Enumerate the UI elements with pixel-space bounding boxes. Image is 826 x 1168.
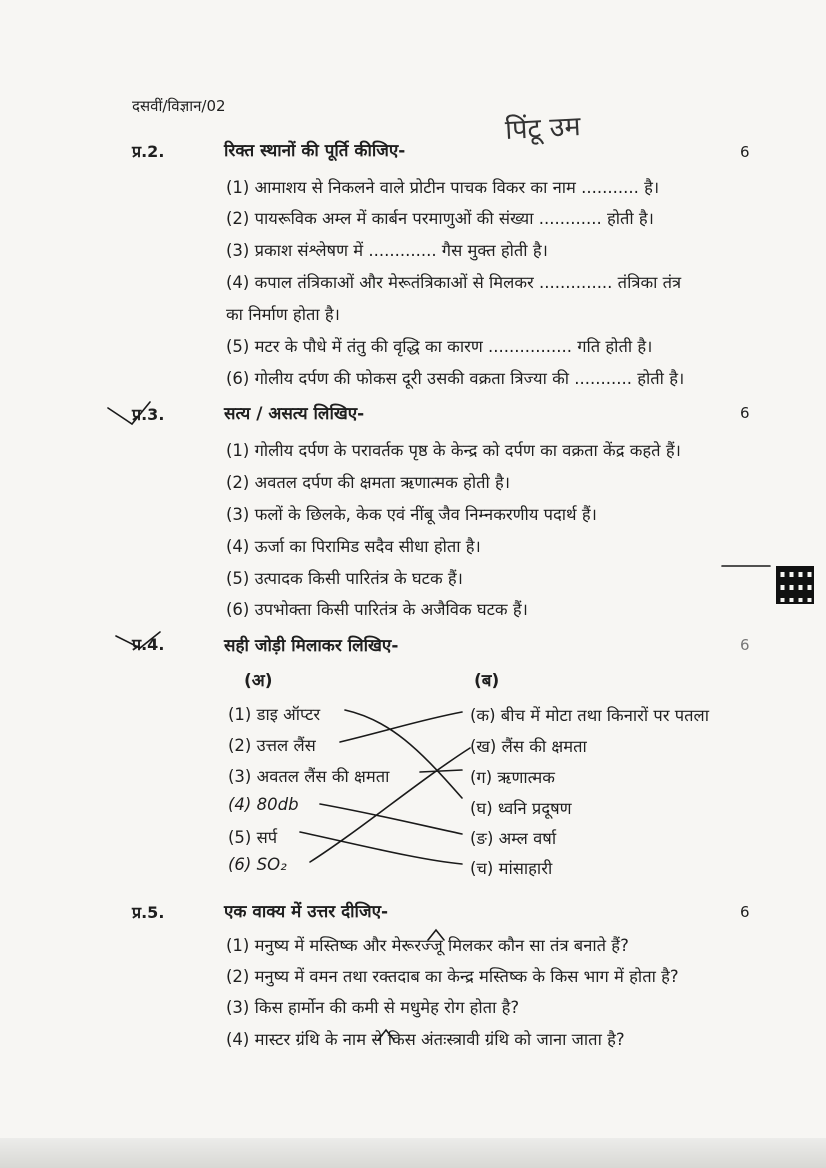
- match-line: [340, 712, 462, 742]
- q2-line: (4) कपाल तंत्रिकाओं और मेरूतंत्रिकाओं से मिलकर .............. तंत्रिका तंत्र: [226, 273, 682, 292]
- column-a-heading: (अ): [244, 671, 273, 691]
- q2-marks: 6: [740, 143, 750, 161]
- q2-number: प्र.2.: [132, 142, 165, 161]
- q2-line: (6) गोलीय दर्पण की फोकस दूरी उसकी वक्रता त्रिज्या की ........... होती है।: [226, 369, 685, 388]
- q3-marks: 6: [740, 404, 750, 422]
- match-line: [420, 770, 462, 772]
- match-left-item: (4) 80db: [228, 795, 299, 814]
- q2-line: (2) पायरूविक अम्ल में कार्बन परमाणुओं की संख्या ............ होती है।: [226, 209, 654, 228]
- q3-title: सत्य / असत्य लिखिए-: [224, 404, 365, 424]
- scan-shadow: [0, 1138, 826, 1168]
- q2-title: रिक्त स्थानों की पूर्ति कीजिए-: [224, 141, 406, 161]
- match-right-item: (घ) ध्वनि प्रदूषण: [470, 799, 572, 818]
- q5-marks: 6: [740, 903, 750, 921]
- q4-number: प्र.4.: [132, 635, 165, 654]
- q4-title: सही जोड़ी मिलाकर लिखिए-: [224, 636, 399, 656]
- q3-line: (1) गोलीय दर्पण के परावर्तक पृष्ठ के केन्द्र को दर्पण का वक्रता केंद्र कहते हैं।: [226, 441, 681, 460]
- match-left-item: (6) SO₂: [228, 855, 287, 874]
- q3-line: (6) उपभोक्ता किसी पारितंत्र के अजैविक घटक हैं।: [226, 600, 528, 619]
- q5-title: एक वाक्य में उत्तर दीजिए-: [224, 902, 389, 922]
- q3-line: (2) अवतल दर्पण की क्षमता ऋणात्मक होती है।: [226, 473, 511, 492]
- q3-line: (5) उत्पादक किसी पारितंत्र के घटक हैं।: [226, 569, 463, 588]
- q3-number: प्र.3.: [132, 405, 165, 424]
- match-right-item: (च) मांसाहारी: [470, 859, 553, 878]
- column-b-heading: (ब): [474, 671, 500, 691]
- match-right-item: (ख) लैंस की क्षमता: [470, 737, 587, 756]
- page-header: दसवीं/विज्ञान/02: [132, 97, 226, 115]
- q5-line: (1) मनुष्य में मस्तिष्क और मेरूरज्जू मिलकर कौन सा तंत्र बनाते हैं?: [226, 936, 629, 955]
- match-line: [320, 804, 462, 834]
- q5-line: (2) मनुष्य में वमन तथा रक्तदाब का केन्द्र मस्तिष्क के किस भाग में होता है?: [226, 967, 679, 986]
- q3-line: (4) ऊर्जा का पिरामिड सदैव सीधा होता है।: [226, 537, 481, 556]
- match-line: [300, 832, 462, 864]
- q2-line: (1) आमाशय से निकलने वाले प्रोटीन पाचक विकर का नाम ........... है।: [226, 178, 660, 197]
- handwritten-note: पिंटू उम: [504, 111, 582, 146]
- q2-line: का निर्माण होता है।: [226, 305, 340, 324]
- match-right-item: (ग) ऋणात्मक: [470, 768, 555, 787]
- match-left-item: (3) अवतल लैंस की क्षमता: [228, 767, 390, 786]
- q5-line: (4) मास्टर ग्रंथि के नाम से किस अंतःस्त्रावी ग्रंथि को जाना जाता है?: [226, 1030, 625, 1049]
- match-left-item: (5) सर्प: [228, 828, 278, 847]
- q4-marks: 6: [740, 636, 750, 654]
- match-right-item: (ङ) अम्ल वर्षा: [470, 829, 557, 848]
- match-left-item: (1) डाइ ऑप्टर: [228, 705, 321, 724]
- q5-number: प्र.5.: [132, 903, 165, 922]
- q3-line: (3) फलों के छिलके, केक एवं नींबू जैव निम्नकरणीय पदार्थ हैं।: [226, 505, 597, 524]
- match-right-item: (क) बीच में मोटा तथा किनारों पर पतला: [470, 706, 710, 725]
- q2-line: (3) प्रकाश संश्लेषण में ............. गैस मुक्त होती है।: [226, 241, 548, 260]
- match-left-item: (2) उत्तल लैंस: [228, 736, 316, 755]
- q5-line: (3) किस हार्मोन की कमी से मधुमेह रोग होता है?: [226, 998, 520, 1017]
- q2-line: (5) मटर के पौधे में तंतु की वृद्धि का कारण ................ गति होती है।: [226, 337, 653, 356]
- qr-code: [776, 566, 814, 604]
